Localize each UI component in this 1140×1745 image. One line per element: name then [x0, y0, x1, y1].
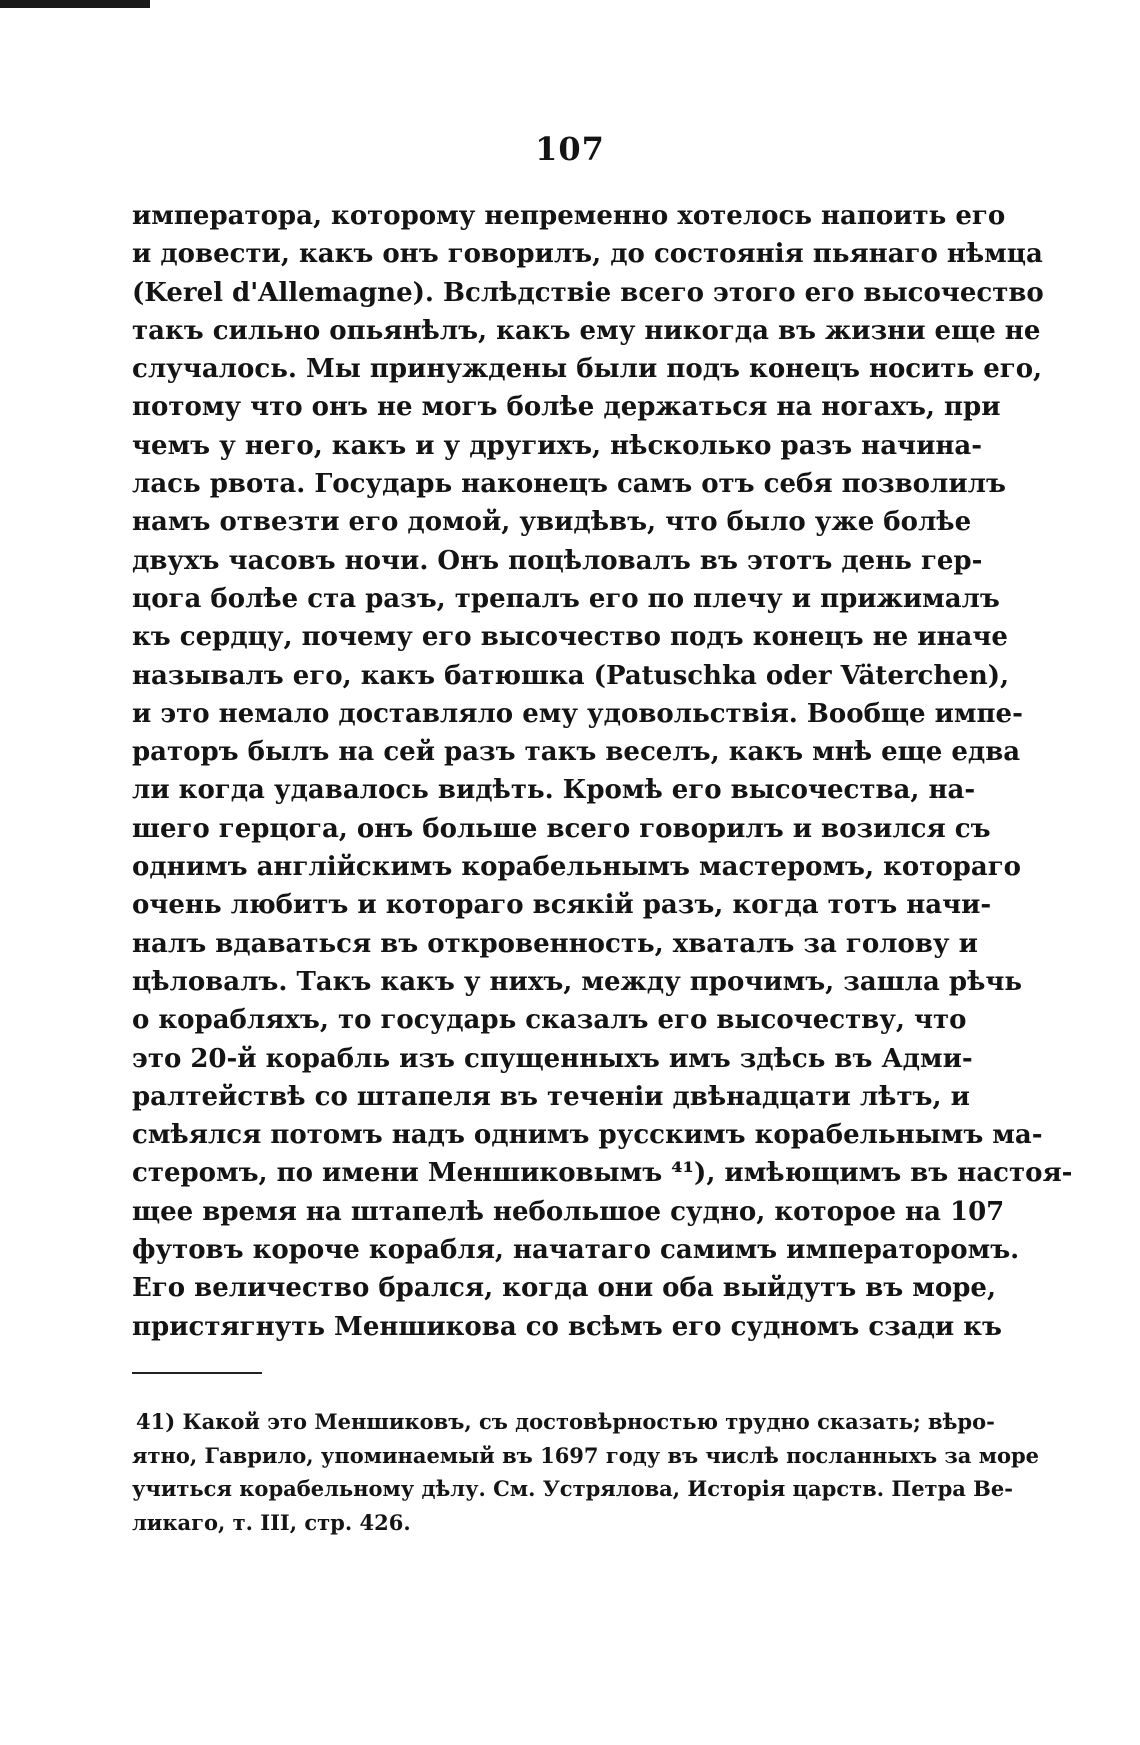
text-line: это 20-й корабль изъ спущенныхъ имъ здѣсь въ Адми- [132, 1043, 973, 1074]
text-line: ралтействѣ со штапеля въ теченіи двѣнадцати лѣтъ, и [132, 1081, 970, 1112]
body-text [132, 197, 1073, 1346]
text-line: (Kerel d'Allemagne). Вслѣдствіе всего этого его высочество [132, 277, 1044, 308]
footnote-divider [132, 1372, 262, 1374]
text-line: налъ вдаваться въ откровенность, хваталъ за голову и [132, 928, 978, 959]
text-line: случалось. Мы принуждены были подъ конецъ носить его, [132, 354, 1043, 385]
text-line: такъ сильно опьянѣлъ, какъ ему никогда въ жизни еще не [132, 315, 1041, 346]
footnote-line: ятно, Гаврило, упоминаемый въ 1697 году въ числѣ посланныхъ за море [132, 1442, 1040, 1468]
text-line: потому что онъ не могъ болѣе держаться на ногахъ, при [132, 392, 1001, 423]
text-line: и довести, какъ онъ говорилъ, до состоянія пьянаго нѣмца [132, 239, 1043, 270]
text-line: ли когда удавалось видѣть. Кромѣ его высочества, на- [132, 775, 976, 806]
text-line: лась рвота. Государь наконецъ самъ отъ себя позволилъ [132, 469, 1006, 500]
footnote-line: 41) Какой это Меншиковъ, съ достовѣрностью трудно сказать; вѣро- [136, 1409, 995, 1434]
text-line: Его величество брался, когда они оба выйдутъ въ море, [132, 1273, 997, 1304]
text-line: однимъ англійскимъ корабельнымъ мастеромъ, котораго [132, 852, 1021, 883]
text-line: щее время на штапелѣ небольшое судно, которое на 107 [132, 1196, 1005, 1227]
footnote-block [132, 1405, 1040, 1539]
text-line: стеромъ, по имени Меншиковымъ ⁴¹), имѣющимъ въ настоя- [132, 1158, 1073, 1189]
text-line: чемъ у него, какъ и у другихъ, нѣсколько разъ начина- [132, 430, 983, 461]
text-line: и это немало доставляло ему удовольствія. Вообще импе- [132, 698, 1023, 729]
footnote-line: учиться корабельному дѣлу. См. Устрялова, Исторія царств. Петра Ве- [132, 1476, 1013, 1501]
text-line: къ сердцу, почему его высочество подъ конецъ не иначе [132, 622, 1008, 653]
text-line: двухъ часовъ ночи. Онъ поцѣловалъ въ этотъ день гер- [132, 545, 983, 576]
footnote-line: ликаго, т. III, стр. 426. [132, 1509, 411, 1535]
text-line: императора, которому непременно хотелось напоить его [132, 201, 1006, 231]
text-line: называлъ его, какъ батюшка (Patuschka oder Väterchen), [132, 660, 1010, 691]
text-line: футовъ короче корабля, начатаго самимъ императоромъ. [132, 1235, 1020, 1266]
text-line: о корабляхъ, то государь сказалъ его высочеству, что [132, 1005, 967, 1036]
text-line: смѣялся потомъ надъ однимъ русскимъ корабельнымъ ма- [132, 1120, 1043, 1151]
page-number: 107 [535, 130, 605, 168]
text-line: пристягнуть Меншикова со всѣмъ его судномъ сзади къ [132, 1311, 1002, 1342]
text-line: очень любитъ и котораго всякій разъ, когда тотъ начи- [132, 890, 992, 921]
text-line: цѣловалъ. Такъ какъ у нихъ, между прочимъ, зашла рѣчь [132, 966, 1023, 997]
text-line: намъ отвезти его домой, увидѣвъ, что было уже болѣе [132, 507, 972, 538]
scan-edge-mark [0, 0, 150, 8]
text-line: раторъ былъ на сей разъ такъ веселъ, какъ мнѣ еще едва [132, 737, 1021, 768]
text-line: цога болѣе ста разъ, трепалъ его по плечу и прижималъ [132, 583, 1000, 614]
text-line: шего герцога, онъ больше всего говорилъ и возился съ [132, 813, 991, 844]
